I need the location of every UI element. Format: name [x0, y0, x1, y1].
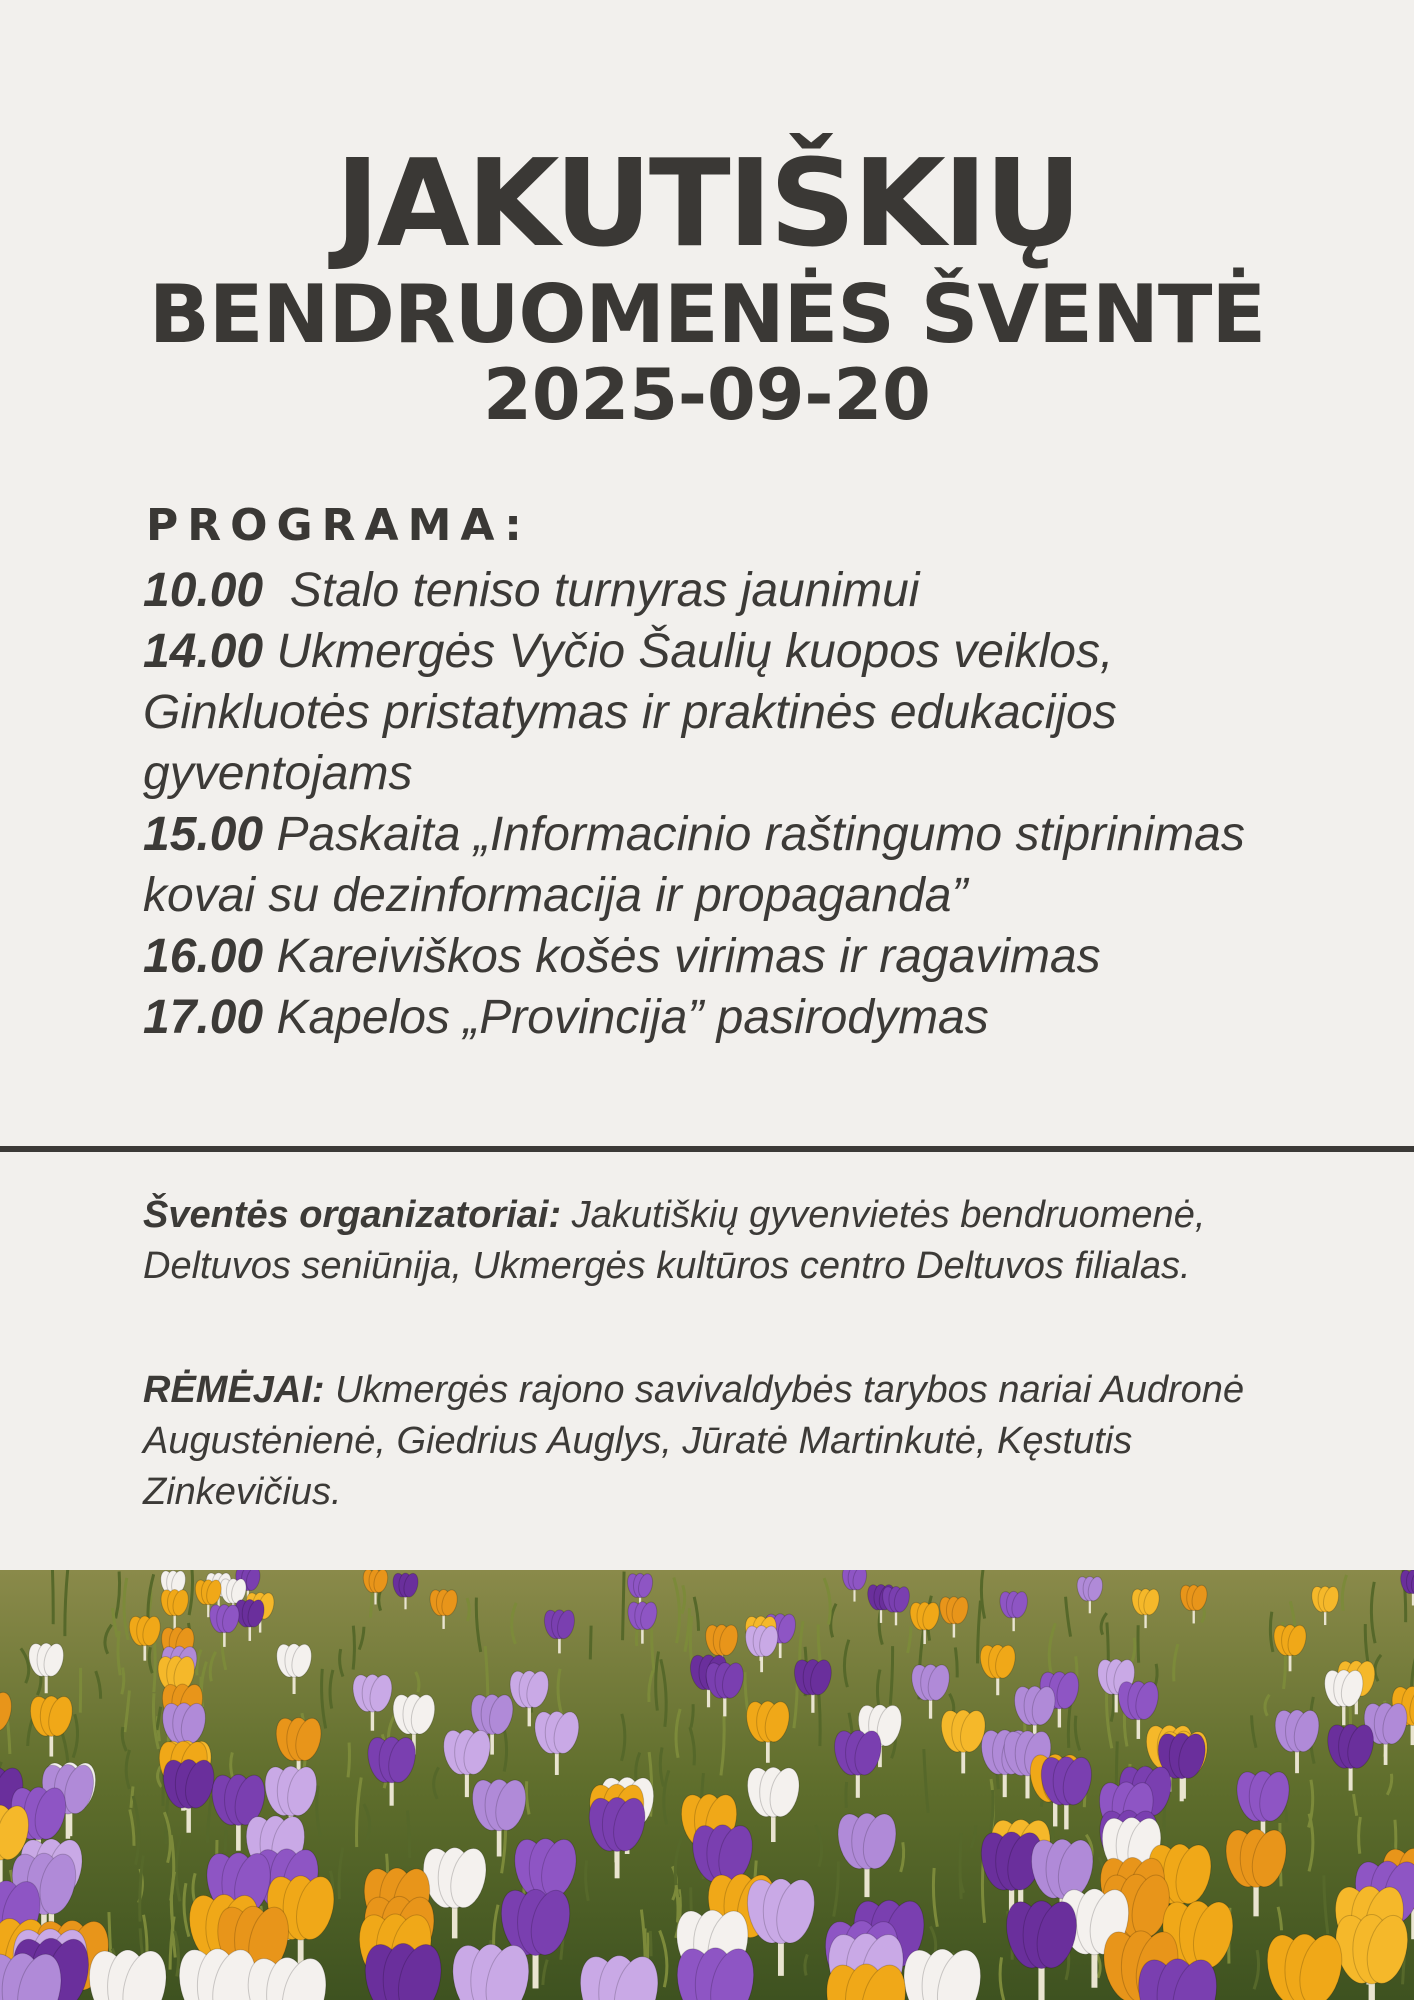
- program-item: [143, 987, 1293, 1048]
- crocus-flower: [82, 1946, 173, 2000]
- grass-blade: [650, 1931, 651, 1956]
- sponsors-text: Ukmergės rajono savivaldybės tarybos nariai Audronė Augustėnienė, Giedrius Auglys, Jūratė Martinkutė, Kęstutis Zinkevičius.: [143, 1369, 1245, 1513]
- crocus-flower: [897, 1946, 987, 2000]
- event-date: 2025-09-20: [483, 354, 931, 436]
- program-item-time: 10.00: [143, 564, 264, 617]
- program-item: [143, 804, 1293, 926]
- grass-blade: [353, 1626, 354, 1670]
- organizers-text: Jakutiškių gyvenvietės bendruomenė, Deltuvos seniūnija, Ukmergės kultūros centro Deltuvos filialas.: [143, 1194, 1206, 1287]
- sponsors-label: RĖMĖJAI:: [143, 1369, 325, 1411]
- sponsors-block: [143, 1365, 1293, 1518]
- grass-blade: [1359, 1817, 1361, 1854]
- program-item-text: Kareiviškos košės virimas ir ragavimas: [263, 930, 1101, 983]
- organizers-block: [143, 1190, 1293, 1292]
- section-divider: [0, 1146, 1414, 1152]
- title-line2: BENDRUOMENĖS ŠVENTĖ: [148, 268, 1266, 361]
- program-item: [143, 560, 1293, 621]
- grass-blade: [52, 1570, 53, 1624]
- program-item-time: 14.00: [143, 625, 264, 678]
- program-label: PROGRAMA:: [146, 500, 531, 551]
- crocus-flower: [670, 1944, 760, 2000]
- program-item-text: Kapelos „Provincija” pasirodymas: [263, 991, 989, 1044]
- grass-blade: [846, 1782, 847, 1808]
- organizers-label: Šventės organizatoriai:: [143, 1194, 562, 1236]
- grass-blade: [348, 1742, 349, 1777]
- program-item-text: Paskaita „Informacinio raštingumo stiprinimas kovai su dezinformacija ir propaganda”: [143, 808, 1245, 922]
- program-item-time: 16.00: [143, 930, 264, 983]
- program-item-time: 17.00: [143, 991, 264, 1044]
- program-list: [143, 560, 1293, 1048]
- program-item-text: Stalo teniso turnyras jaunimui: [263, 564, 920, 617]
- crocus-flower: [446, 1941, 536, 2000]
- program-item: [143, 621, 1293, 804]
- program-item-time: 15.00: [143, 808, 264, 861]
- crocus-flower: [358, 1940, 448, 2000]
- grass-blade: [590, 1626, 591, 1660]
- grass-blade: [225, 1830, 226, 1852]
- title-line1: JAKUTIŠKIŲ: [335, 135, 1079, 274]
- grass-blade: [1138, 1625, 1139, 1663]
- crocus-field-illustration: [0, 1570, 1414, 2000]
- grass-blade: [623, 1572, 625, 1641]
- grass-blade: [960, 1833, 961, 1899]
- crocus-field-photo: [0, 1570, 1414, 2000]
- program-item: [143, 926, 1293, 987]
- program-item-text: Ukmergės Vyčio Šaulių kuopos veiklos, Ginkluotės pristatymas ir praktinės edukacijos gyventojams: [143, 625, 1117, 800]
